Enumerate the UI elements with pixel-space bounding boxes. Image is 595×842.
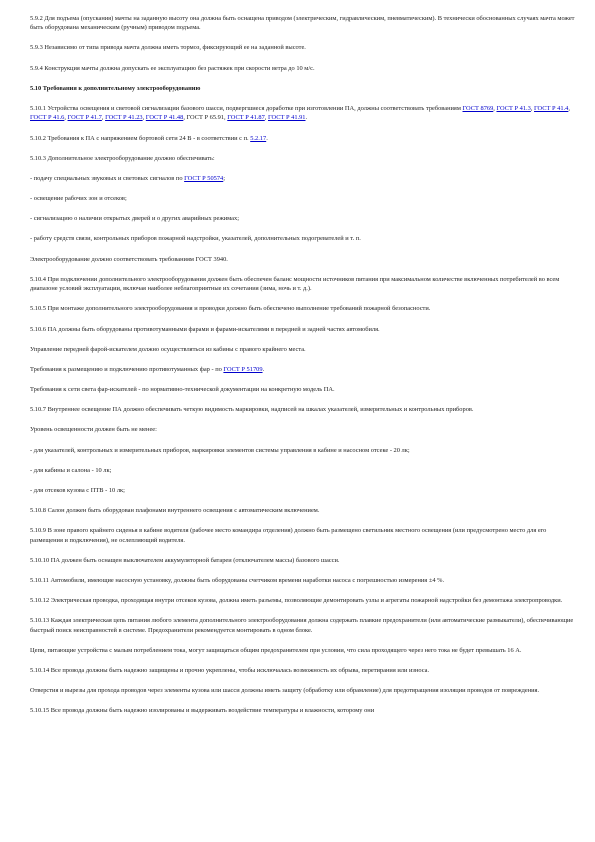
- paragraph-text: ,: [64, 114, 68, 122]
- paragraph-text: 5.10.6 ПА должны быть оборудованы противотуманными фарами и фарами-искателями в передней и задней частях автомобиля.: [30, 325, 380, 333]
- document-link[interactable]: ГОСТ Р 41.87: [227, 114, 265, 122]
- paragraph-text: - освещение рабочих зон и отсеков;: [30, 195, 127, 203]
- paragraph: [30, 194, 578, 203]
- paragraph: [30, 526, 578, 545]
- paragraph: [30, 64, 578, 73]
- paragraph: [30, 576, 578, 585]
- paragraph: [30, 706, 578, 715]
- paragraph-text: Цепи, питающие устройства с малым потреблением тока, могут защищаться общим предохранителем при условии, что сила проходящего через него тока не будет превышать 16 А.: [30, 646, 522, 654]
- paragraph-text: - подачу специальных звуковых и световых сигналов по: [30, 174, 185, 182]
- document-link[interactable]: ГОСТ Р 41.3: [496, 105, 531, 113]
- paragraph-text: ,: [493, 105, 497, 113]
- paragraph-text: 5.10.14 Все провода должны быть надежно защищены и прочно укреплены, чтобы исключалась возможность их обрыва, перетирания или износа.: [30, 667, 430, 675]
- paragraph: [30, 345, 578, 354]
- paragraph-text: 5.10.15 Все провода должны быть надежно изолированы и выдерживать воздействие температуры и влажности, которому они: [30, 707, 375, 715]
- paragraph: [30, 666, 578, 675]
- paragraph-text: 5.10.10 ПА должен быть оснащен выключателем аккумуляторной батареи (отключателем массы) базового шасси.: [30, 556, 340, 564]
- paragraph-text: 5.10.12 Электрическая проводка, проходящая внутри отсеков кузова, должна иметь разъемы, позволяющие демонтировать узлы и агрегаты пожарной надстройки без демонтажа электропроводки.: [30, 597, 563, 605]
- paragraph-text: ,: [142, 114, 146, 122]
- paragraph: [30, 405, 578, 414]
- paragraph-text: 5.10.4 При подключении дополнительного электрооборудования должен быть обеспечен баланс мощности источников питания при максимальном количестве включенных потребителей во всем диапазоне условий эксплуатации, включая наиболее неблагоприятные их сочетания (зима, ночь и т. д.).: [30, 275, 560, 293]
- paragraph-text: ,: [101, 114, 106, 122]
- document-link[interactable]: ГОСТ Р 41.4: [534, 105, 569, 113]
- paragraph: [30, 596, 578, 605]
- paragraph: [30, 14, 578, 33]
- paragraph: [30, 134, 578, 143]
- paragraph: [30, 446, 578, 455]
- paragraph-text: ,: [530, 105, 535, 113]
- paragraph-text: 5.9.3 Независимо от типа привода мачта должна иметь тормоз, фиксирующий ее на заданной высоте.: [30, 44, 306, 52]
- paragraph-text: 5.9.2 Для подъема (опускания) мачты на заданную высоту она должна быть оснащена приводом (электрическим, гидравлическим, пневматическим). В технически обоснованных случаях мачта может быть оборудована механическим (ручным) приводом подъема.: [30, 15, 575, 32]
- paragraph: [30, 486, 578, 495]
- document-page: [30, 14, 578, 727]
- paragraph-text: Требования к размещению и подключению противотуманных фар - по: [30, 365, 224, 373]
- paragraph: [30, 174, 578, 183]
- paragraph: [30, 616, 578, 635]
- paragraph-text: 5.10.1 Устройства освещения и световой сигнализации базового шасси, подвергшиеся доработке при изготовлении ПА, должны соответствовать требованиям: [30, 105, 463, 113]
- paragraph-text: 5.10.13 Каждая электрическая цепь питания любого элемента дополнительного электрооборудования должна содержать плавкие предохранители (или автоматические размыкатели), обеспечивающие быстрый поиск неисправностей в системе. Предохранители рекомендуется монтировать в одном блоке.: [30, 617, 574, 634]
- paragraph: [30, 466, 578, 475]
- paragraph-text: ,: [264, 114, 268, 122]
- document-link[interactable]: ГОСТ 8769: [462, 105, 494, 113]
- paragraph-text: ;: [223, 174, 226, 182]
- paragraph: [30, 234, 578, 243]
- paragraph: [30, 154, 578, 163]
- paragraph: [30, 255, 578, 264]
- document-link[interactable]: ГОСТ Р 41.6: [30, 114, 65, 122]
- paragraph: [30, 275, 578, 294]
- paragraph: [30, 365, 578, 374]
- document-link[interactable]: 5.2.17: [250, 134, 267, 142]
- paragraph-text: - для отсеков кузова с ПТВ - 10 лк;: [30, 487, 125, 495]
- document-link[interactable]: ГОСТ Р 41.23: [105, 114, 143, 122]
- paragraph-text: - работу средств связи, контрольных приборов пожарной надстройки, указателей, дополнительных подогревателей и т. п.: [30, 235, 361, 243]
- paragraph: [30, 686, 578, 695]
- paragraph-text: Уровень освещенности должен быть не менее:: [30, 426, 157, 434]
- section-heading: [30, 84, 578, 93]
- document-link[interactable]: ГОСТ Р 50574: [184, 174, 224, 182]
- paragraph-text: Отверстия и вырезы для прохода проводов через элементы кузова или шасси должны иметь защиту (обработку или обрамление) для предотвращения изоляции проводов от повреждения.: [30, 687, 540, 695]
- paragraph: [30, 325, 578, 334]
- paragraph-text: 5.10.8 Салон должен быть оборудован плафонами внутреннего освещения с автоматическим включением.: [30, 507, 320, 515]
- paragraph: [30, 556, 578, 565]
- paragraph-text: - сигнализацию о наличии открытых дверей и о других аварийных режимах;: [30, 215, 239, 223]
- paragraph: [30, 646, 578, 655]
- paragraph-text: - для указателей, контрольных и измерительных приборов, маркировки элементов системы управления в кабине и насосном отсеке - 20 лк;: [30, 446, 410, 454]
- paragraph-text: Требования к сети света фар-искателей - по нормативно-технической документации на конкретную модель ПА.: [30, 386, 335, 394]
- paragraph-text: .: [262, 365, 265, 373]
- paragraph: [30, 425, 578, 434]
- document-link[interactable]: ГОСТ Р 41.91: [267, 114, 306, 122]
- paragraph-text: Электрооборудование должно соответствовать требованиям ГОСТ 3940.: [30, 255, 228, 263]
- paragraph-text: 5.10.2 Требования к ПА с напряжением бортовой сети 24 В - в соответствии с п.: [30, 134, 251, 142]
- paragraph-text: .: [266, 134, 268, 142]
- paragraph-text: Управление передней фарой-искателем должно осуществляться из кабины с правого крайнего места.: [30, 345, 306, 353]
- paragraph: [30, 385, 578, 394]
- paragraph-text: 5.10.11 Автомобили, имеющие насосную установку, должны быть оборудованы счетчиком времени наработки насоса с погрешностью измерения ±4 %.: [30, 577, 445, 585]
- document-link[interactable]: ГОСТ Р 51709: [223, 365, 263, 373]
- paragraph: [30, 304, 578, 313]
- paragraph-text: - для кабины и салона - 10 лк;: [30, 466, 112, 474]
- paragraph-text: 5.10.9 В зоне правого крайнего сиденья в кабине водителя (рабочее место командира отделения) должно быть размещено светильник местного освещения (или предусмотрено место для его размещения и подключения), не ослепляющий водителя.: [30, 527, 547, 544]
- paragraph: [30, 43, 578, 52]
- paragraph-text: ,: [568, 105, 570, 113]
- paragraph-text: 5.10.7 Внутреннее освещение ПА должно обеспечивать четкую видимость маркировки, надписей на шкалах указателей, измерительных и контрольных приборов.: [30, 406, 474, 414]
- paragraph: [30, 506, 578, 515]
- paragraph-text: , ГОСТ Р 65.91,: [183, 114, 228, 122]
- paragraph-text: .: [305, 114, 308, 122]
- paragraph-text: 5.10.3 Дополнительное электрооборудование должно обеспечивать:: [30, 154, 215, 162]
- document-link[interactable]: ГОСТ Р 41.48: [145, 114, 184, 122]
- paragraph: [30, 104, 578, 123]
- paragraph-text: 5.9.4 Конструкция мачты должна допускать ее эксплуатацию без растяжек при скорости ветра до 10 м/с.: [30, 64, 315, 72]
- paragraph-text: 5.10.5 При монтаже дополнительного электрооборудования и проводки должно быть обеспечено выполнение требований пожарной безопасности.: [30, 305, 431, 313]
- paragraph: [30, 214, 578, 223]
- document-link[interactable]: ГОСТ Р 41.7: [67, 114, 102, 122]
- paragraph-text: 5.10 Требования к дополнительному электрооборудованию: [30, 84, 201, 92]
